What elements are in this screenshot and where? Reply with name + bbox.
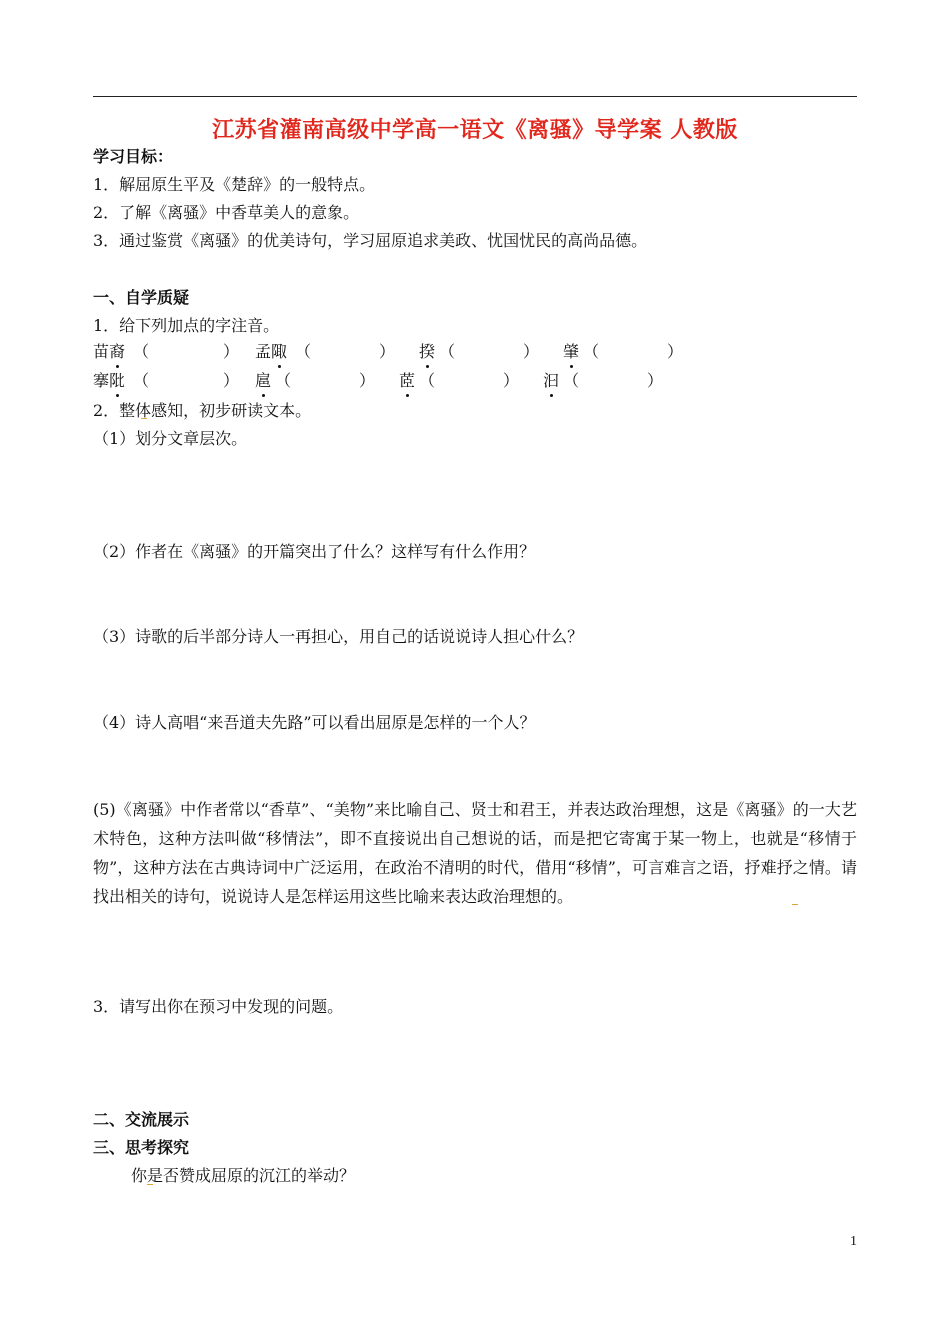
pinyin-word-yu: 汩 (543, 371, 560, 390)
revision-mark (792, 904, 798, 905)
answer-paren-close: ） (647, 371, 664, 390)
question-2-2-text: （2）作者在《离骚》的开篇突出了什么？这样写有什么作用？ (93, 542, 536, 561)
objective-item-1: 1．解屈原生平及《楚辞》的一般特点。 (93, 175, 376, 194)
answer-paren-open: （ (133, 342, 150, 361)
pinyin-word-mengzou: 孟陬 (255, 342, 288, 361)
header-rule (93, 96, 857, 97)
pinyin-row-1 (93, 342, 857, 364)
section-3-heading: 三、思考探究 (93, 1138, 190, 1157)
document-title: 江苏省灌南高级中学高一语文《离骚》导学案 人教版 (212, 118, 738, 143)
answer-paren-close: ） (523, 342, 540, 361)
answer-paren-close: ） (359, 371, 376, 390)
question-2-4-text: （4）诗人高唱“来吾道夫先路”可以看出屈原是怎样的一个人？ (93, 713, 536, 732)
pinyin-word-chai: 茝 (399, 371, 416, 390)
question-2-3-text: （3）诗歌的后半部分诗人一再担心，用自己的话说说诗人担心什么？ (93, 627, 584, 646)
section-1-heading: 一、自学质疑 (93, 288, 190, 307)
answer-paren-open: （ (295, 342, 312, 361)
question-2-1-text: （1）划分文章层次。 (93, 429, 248, 448)
question-2-5-text: (5)《离骚》中作者常以“香草”、“美物”来比喻自己、贤士和君王，并表达政治理想，这是《离骚》的一大艺术特色，这种方法叫做“移情法”，即不直接说出自己想说的话，而是把它寄寓于某一物上，也就是“移情于物”，这种方法在古典诗词中广泛运用，在政治不清明的时代，借用“移情”，可言难言之语，抒难抒之情。请找出相关的诗句，说说诗人是怎样运用这些比喻来表达政治理想的。 (93, 800, 857, 906)
section-2-heading: 二、交流展示 (93, 1110, 190, 1129)
objective-item-3: 3．通过鉴赏《离骚》的优美诗句，学习屈原追求美政、忧国忧民的高尚品德。 (93, 231, 648, 250)
objective-item-2: 2．了解《离骚》中香草美人的意象。 (93, 203, 360, 222)
revision-mark (147, 1184, 153, 1185)
question-2-text: 2．整体感知，初步研读文本。 (93, 401, 312, 420)
section-3-question: 你是否赞成屈原的沉江的举动？ (131, 1166, 356, 1185)
question-1-text: 1．给下列加点的字注音。 (93, 316, 280, 335)
answer-paren-open: （ (275, 371, 292, 390)
objectives-heading: 学习目标： (93, 147, 174, 166)
answer-paren-close: ） (379, 342, 396, 361)
answer-paren-open: （ (563, 371, 580, 390)
answer-paren-close: ） (223, 342, 240, 361)
pinyin-word-kui: 揆 (419, 342, 436, 361)
pinyin-row-2 (93, 371, 857, 393)
answer-paren-open: （ (439, 342, 456, 361)
answer-paren-close: ） (223, 371, 240, 390)
pinyin-word-hu: 扈 (255, 371, 272, 390)
pinyin-word-qianpi: 搴阰 (93, 371, 126, 390)
answer-paren-open: （ (583, 342, 600, 361)
answer-paren-close: ） (667, 342, 684, 361)
pinyin-word-zhao: 肇 (563, 342, 580, 361)
page-number: 1 (850, 1234, 857, 1249)
pinyin-word-miaoyi: 苗裔 (93, 342, 126, 361)
answer-paren-open: （ (419, 371, 436, 390)
answer-paren-close: ） (503, 371, 520, 390)
question-3-text: 3．请写出你在预习中发现的问题。 (93, 997, 344, 1016)
answer-paren-open: （ (133, 371, 150, 390)
revision-mark (141, 418, 147, 419)
